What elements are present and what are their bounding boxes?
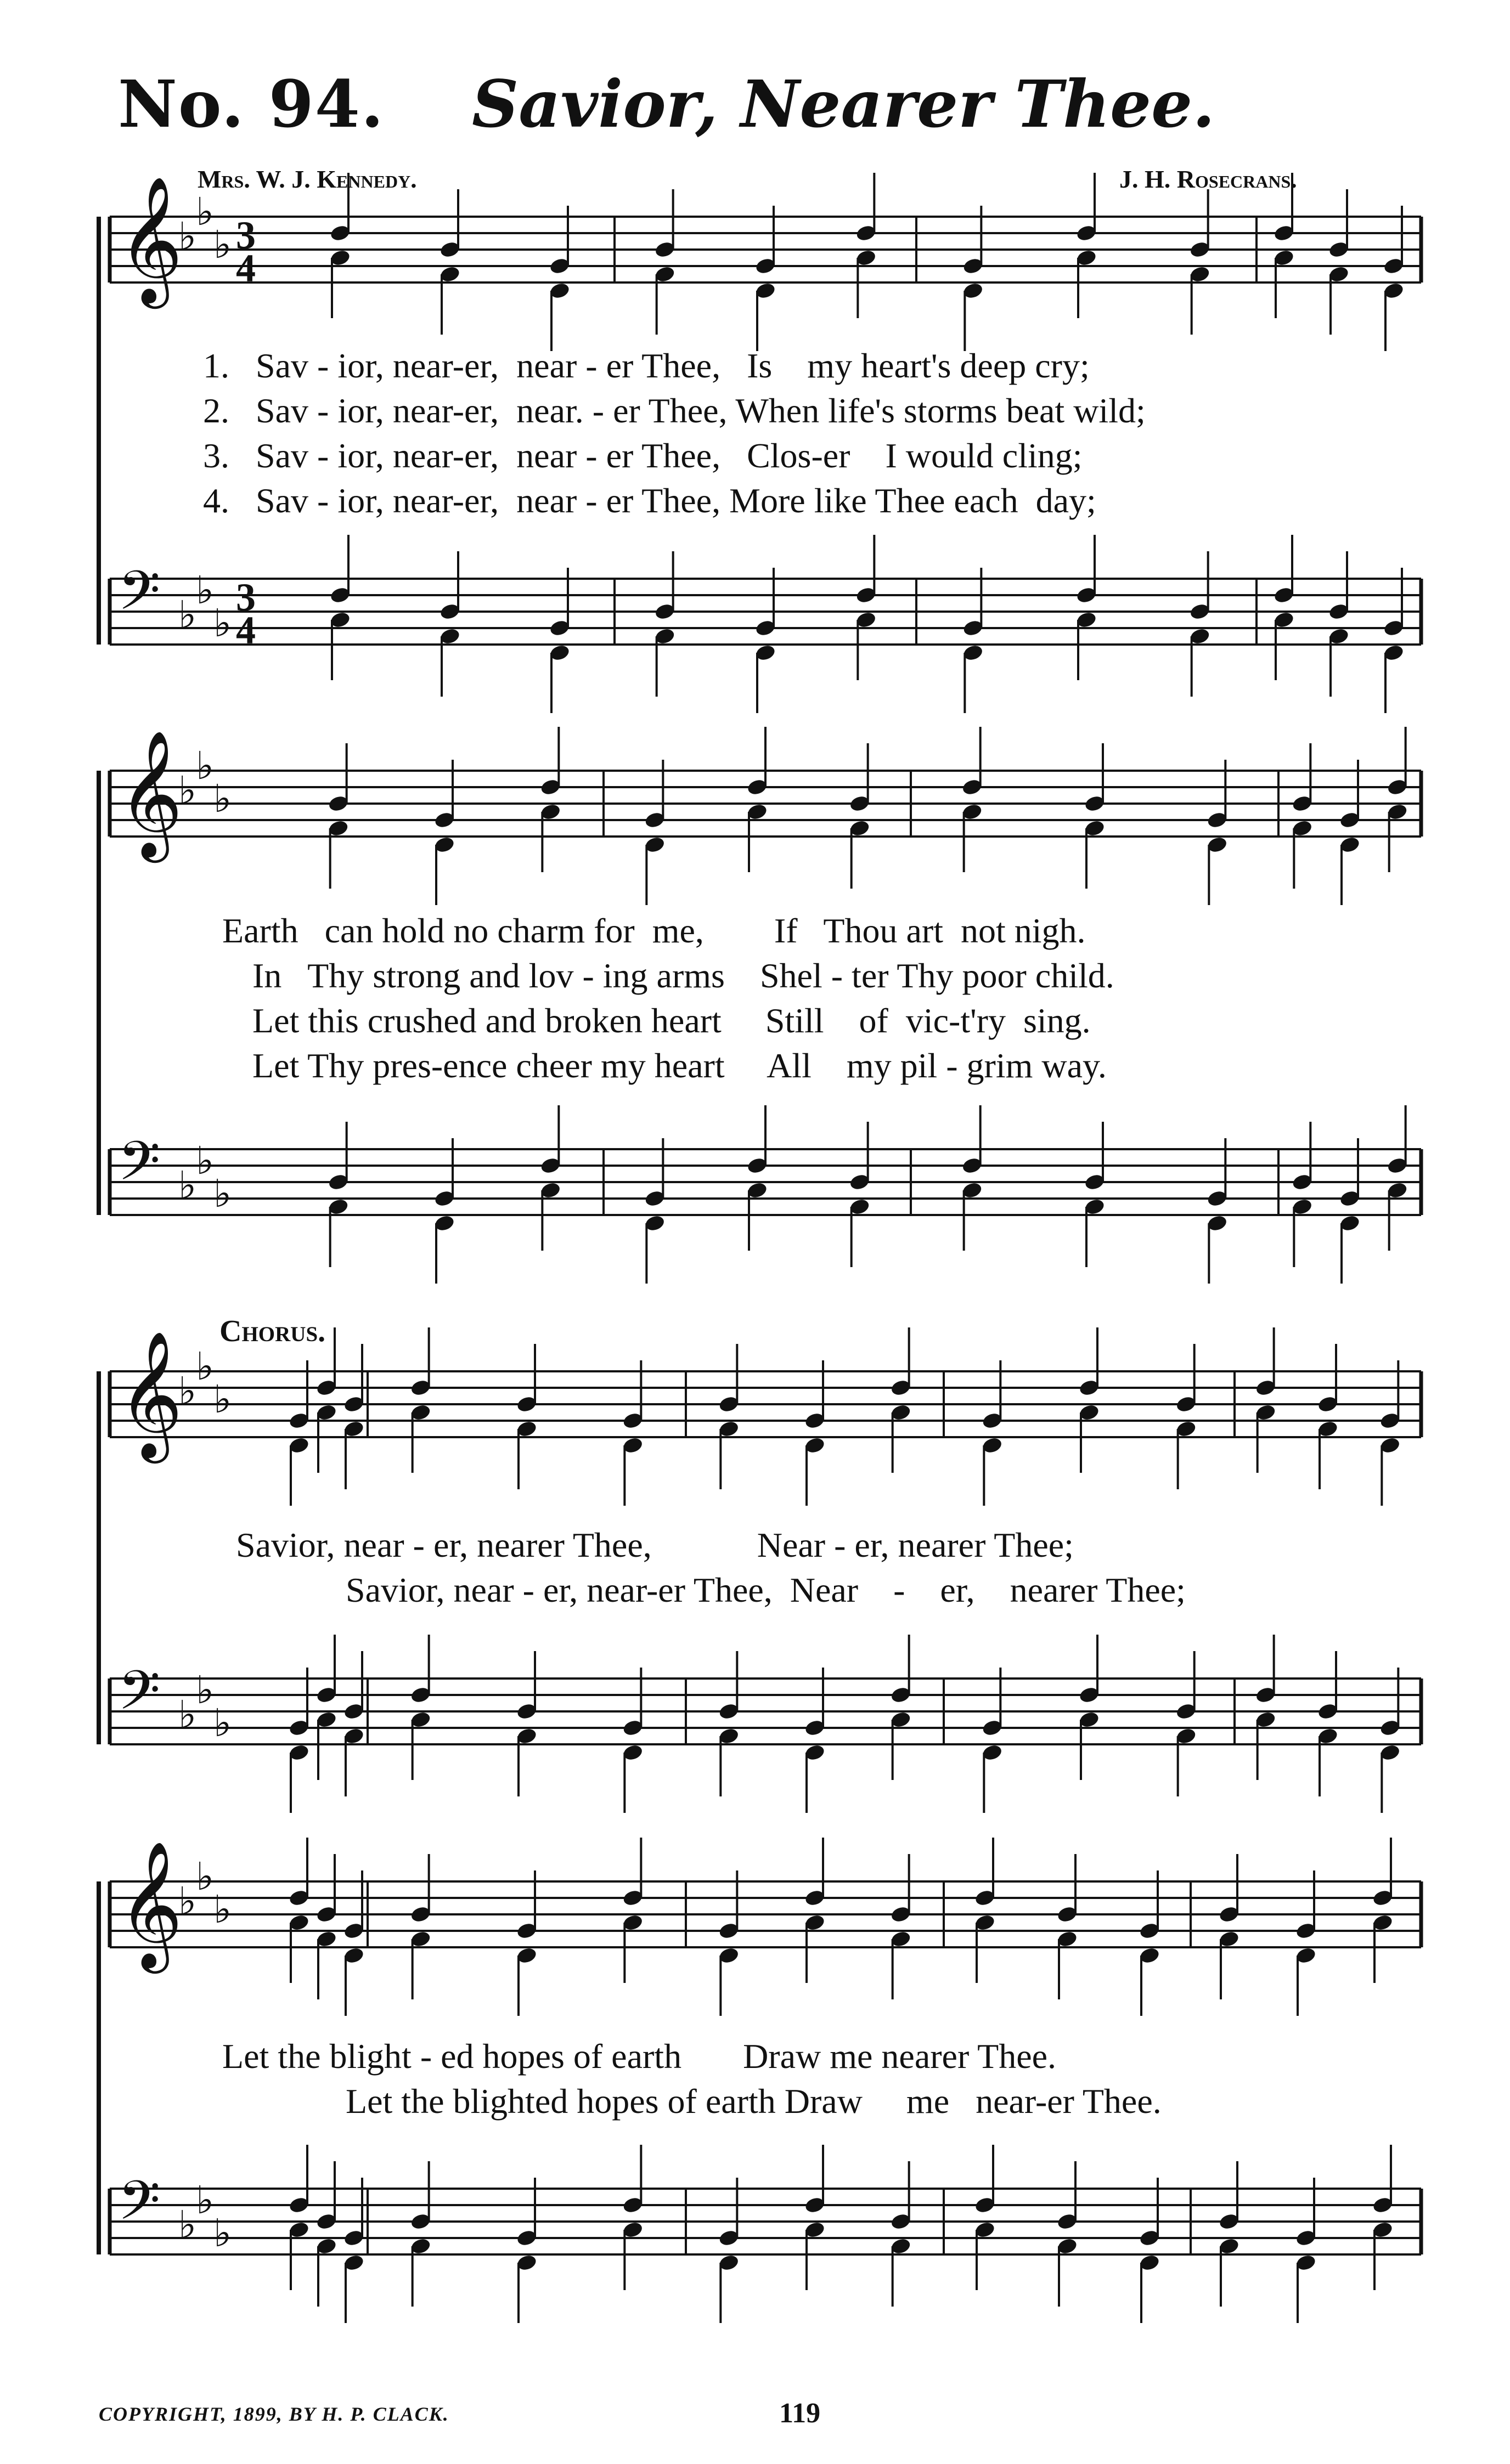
flat-sign: ♭ (178, 1163, 197, 1208)
chorus-line-2-lower: Let the blighted hopes of earth Draw me near-er Thee. (346, 2082, 1162, 2121)
time-signature-top: 3 (236, 575, 256, 619)
treble-clef: 𝄞 (118, 730, 183, 857)
verse-2-line-2: In Thy strong and lov - ing arms Shel - ter Thy poor child. (252, 956, 1114, 995)
flat-sign: ♭ (178, 592, 197, 637)
hymn-number: No. 94. (118, 66, 385, 142)
flat-sign: ♭ (196, 1344, 215, 1389)
flat-sign: ♭ (196, 189, 215, 234)
flat-sign: ♭ (213, 1377, 232, 1422)
flat-sign: ♭ (178, 1369, 197, 1414)
chorus-label: Chorus. (219, 1314, 326, 1348)
verse-3-line-2: Let this crushed and broken heart Still of vic-t'ry sing. (252, 1001, 1091, 1040)
flat-sign: ♭ (196, 568, 215, 613)
verse-4-line-2: Let Thy pres-ence cheer my heart All my pil - grim way. (252, 1046, 1107, 1085)
hymn-title: Savior, Nearer Thee. (472, 66, 1215, 142)
time-signature-bottom: 4 (236, 246, 256, 290)
flat-sign: ♭ (196, 1138, 215, 1183)
chorus-line-2-upper: Let the blight - ed hopes of earth Draw me nearer Thee. (222, 2037, 1056, 2076)
time-signature-top: 3 (236, 213, 256, 257)
flat-sign: ♭ (196, 1668, 215, 1713)
flat-sign: ♭ (213, 1700, 232, 1745)
verse-1-line-2: Earth can hold no charm for me, If Thou art not nigh. (222, 911, 1086, 950)
bass-clef: 𝄢 (118, 560, 161, 636)
time-signature-bottom: 4 (236, 608, 256, 652)
verse-3-line-1: 3. Sav - ior, near-er, near - er Thee, Clos-er I would cling; (203, 436, 1083, 475)
chorus-line-1-upper: Savior, near - er, nearer Thee, Near - er, nearer Thee; (236, 1525, 1074, 1564)
page-number: 119 (779, 2398, 821, 2429)
verse-2-line-1: 2. Sav - ior, near-er, near. - er Thee, When life's storms beat wild; (203, 391, 1146, 430)
flat-sign: ♭ (213, 222, 232, 267)
treble-clef: 𝄞 (118, 1840, 183, 1968)
flat-sign: ♭ (178, 2202, 197, 2247)
chorus-line-1-lower: Savior, near - er, near-er Thee, Near - er, nearer Thee; (346, 1570, 1186, 1609)
flat-sign: ♭ (178, 1692, 197, 1737)
flat-sign: ♭ (196, 743, 215, 788)
flat-sign: ♭ (178, 1879, 197, 1924)
composer-credit: J. H. Rosecrans. (1119, 165, 1297, 193)
bass-clef: 𝄢 (118, 1659, 161, 1736)
treble-clef: 𝄞 (118, 1330, 183, 1458)
flat-sign: ♭ (178, 214, 197, 259)
note-heads (288, 173, 1408, 2323)
bass-clef: 𝄢 (118, 2169, 161, 2246)
flat-sign: ♭ (196, 2178, 215, 2223)
flat-sign: ♭ (213, 601, 232, 646)
verse-4-line-1: 4. Sav - ior, near-er, near - er Thee, More like Thee each day; (203, 481, 1096, 520)
flat-sign: ♭ (213, 1171, 232, 1216)
flat-sign: ♭ (196, 1854, 215, 1899)
verse-1-line-1: 1. Sav - ior, near-er, near - er Thee, Is my heart's deep cry; (203, 346, 1090, 385)
treble-clef: 𝄞 (118, 176, 183, 303)
flat-sign: ♭ (213, 2211, 232, 2256)
flat-sign: ♭ (213, 1887, 232, 1932)
lyricist-credit: Mrs. W. J. Kennedy. (198, 165, 417, 193)
flat-sign: ♭ (178, 768, 197, 813)
copyright-notice: COPYRIGHT, 1899, BY H. P. CLACK. (99, 2403, 449, 2425)
bass-clef: 𝄢 (118, 1130, 161, 1206)
flat-sign: ♭ (213, 776, 232, 821)
